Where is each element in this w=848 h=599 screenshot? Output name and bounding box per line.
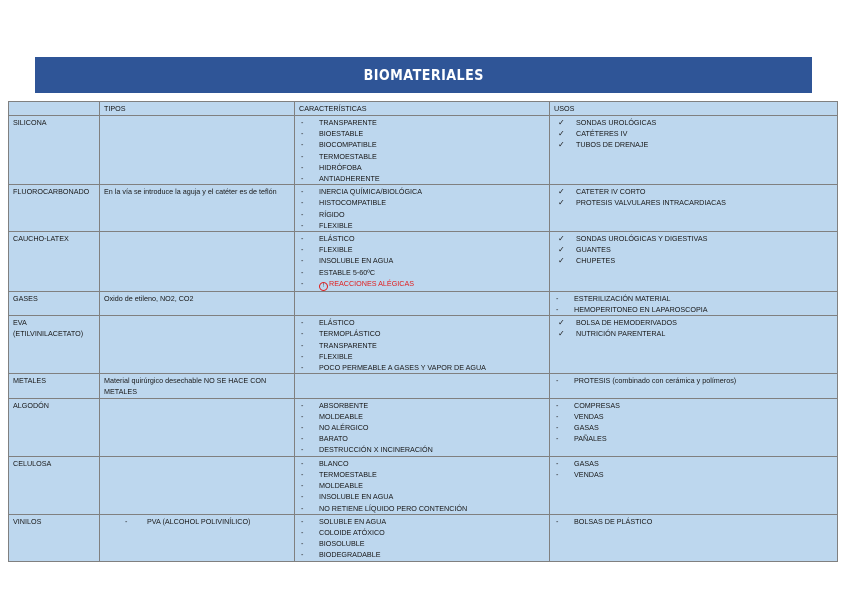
caracteristicas-cell (295, 116, 550, 185)
uso-item (554, 411, 834, 422)
dash-bullet: - (301, 220, 304, 230)
uso-item (554, 128, 834, 139)
check-icon: ✓ (558, 129, 565, 139)
material-name-cell (9, 116, 100, 185)
caracteristica-label: BIOCOMPATIBLE (319, 140, 377, 150)
dash-bullet: - (301, 492, 304, 502)
caracteristica-label: ABSORBENTE (319, 400, 369, 410)
caracteristica-label: NO ALÉRGICO (319, 423, 369, 433)
uso-item (554, 375, 834, 386)
dash-bullet: - (556, 516, 559, 526)
uso-label: SONDAS UROLÓGICAS Y DIGESTIVAS (576, 234, 708, 244)
header-material (9, 102, 100, 116)
caracteristica-item (299, 186, 546, 197)
dash-bullet: - (301, 151, 304, 161)
dash-bullet: - (301, 539, 304, 549)
caracteristica-label: TERMOPLÁSTICO (319, 329, 381, 339)
tipo-text: Oxido de etileno, NO2, CO2 (104, 293, 194, 303)
uso-label: BOLSAS DE PLÁSTICO (574, 516, 653, 526)
material-name: VINILOS (13, 516, 42, 526)
caracteristicas-cell (295, 291, 550, 315)
caracteristica-label: COLOIDE ATÓXICO (319, 527, 385, 537)
caracteristica-item (299, 244, 546, 255)
caracteristica-label: FLEXIBLE (319, 220, 353, 230)
uso-label: VENDAS (574, 469, 604, 479)
check-icon: ✓ (558, 118, 565, 127)
table-row (9, 291, 838, 315)
caracteristicas-cell (295, 456, 550, 514)
check-icon: ✓ (558, 329, 565, 339)
dash-bullet: - (301, 503, 304, 513)
material-name-cell (9, 514, 100, 561)
biomaterials-table (8, 101, 838, 562)
dash-bullet: - (556, 411, 559, 421)
dash-bullet: - (301, 445, 304, 455)
caracteristica-label: FLEXIBLE (319, 245, 353, 255)
header-row (9, 102, 838, 116)
tipos-cell (100, 456, 295, 514)
material-name: SILICONA (13, 118, 47, 127)
uso-label: PROTESIS VALVULARES INTRACARDIACAS (576, 198, 726, 208)
uso-item (554, 233, 834, 244)
caracteristicas-cell (295, 232, 550, 292)
table-row (9, 116, 838, 185)
uso-label: BOLSA DE HEMODERIVADOS (576, 318, 677, 328)
caracteristica-item (299, 351, 546, 362)
check-icon: ✓ (558, 187, 565, 197)
tipo-text: METALES (104, 387, 138, 397)
dash-bullet: - (301, 174, 304, 184)
caracteristica-item (299, 503, 546, 514)
uso-label: GASAS (574, 458, 599, 468)
uso-label: GASAS (574, 423, 599, 433)
page-title: BIOMATERIALES (363, 66, 484, 84)
caracteristica-label: TRANSPARENTE (319, 340, 377, 350)
dash-bullet: - (301, 129, 304, 139)
caracteristica-label: DESTRUCCIÓN X INCINERACIÓN (319, 445, 433, 455)
material-name: ALGODÓN (13, 400, 49, 410)
tipos-cell (100, 374, 295, 398)
uso-item (554, 186, 834, 197)
tipos-cell (100, 514, 295, 561)
caracteristica-label: HISTOCOMPATIBLE (319, 198, 387, 208)
caracteristica-label: BIOESTABLE (319, 129, 364, 139)
dash-bullet: - (301, 234, 304, 244)
check-icon: ✓ (558, 198, 565, 208)
usos-cell (550, 316, 838, 374)
caracteristica-label: ESTABLE 5-60ºC (319, 267, 376, 277)
caracteristica-label: ELÁSTICO (319, 318, 355, 328)
table-row (9, 374, 838, 398)
usos-cell (550, 374, 838, 398)
caracteristica-item (299, 469, 546, 480)
dash-bullet: - (301, 187, 304, 197)
caracteristica-label: ANTIADHERENTE (319, 174, 380, 184)
caracteristica-label: INSOLUBLE EN AGUA (319, 256, 394, 266)
caracteristica-label: BLANCO (319, 458, 349, 468)
caracteristicas-cell (295, 398, 550, 456)
dash-bullet: - (301, 458, 304, 468)
title-banner (35, 57, 812, 93)
dash-bullet: - (301, 198, 304, 208)
caracteristica-item (299, 433, 546, 444)
caracteristicas-cell (295, 316, 550, 374)
dash-bullet: - (301, 140, 304, 150)
material-name: (ETILVINILACETATO) (13, 329, 84, 339)
caracteristica-item (299, 162, 546, 173)
usos-cell (550, 232, 838, 292)
dash-bullet: - (301, 400, 304, 410)
caracteristica-label: RÍGIDO (319, 209, 345, 219)
caracteristica-item (299, 422, 546, 433)
caracteristica-label: TERMOESTABLE (319, 151, 377, 161)
dash-bullet: - (301, 209, 304, 219)
warning-circle-icon: ! (319, 282, 328, 291)
caracteristica-item (299, 197, 546, 208)
material-name-cell (9, 291, 100, 315)
material-name: CELULOSA (13, 458, 52, 468)
dash-bullet: - (556, 305, 559, 315)
uso-item (554, 400, 834, 411)
header-tipos: TIPOS (100, 102, 295, 116)
caracteristicas-cell (295, 514, 550, 561)
caracteristica-item (299, 340, 546, 351)
uso-item (554, 139, 834, 150)
uso-item (554, 244, 834, 255)
material-name-cell (9, 374, 100, 398)
table-row (9, 514, 838, 561)
caracteristica-item (299, 458, 546, 469)
caracteristica-label: TRANSPARENTE (319, 118, 377, 127)
caracteristica-item (299, 527, 546, 538)
uso-label: CHUPETES (576, 256, 616, 266)
material-name: METALES (13, 376, 47, 386)
material-name-cell (9, 316, 100, 374)
dash-bullet: - (301, 516, 304, 526)
caracteristica-item (299, 173, 546, 184)
uso-item (554, 516, 834, 527)
caracteristica-item (299, 480, 546, 491)
uso-label: SONDAS UROLÓGICAS (576, 118, 657, 127)
caracteristica-item (299, 491, 546, 502)
caracteristica-label: BIOSOLUBLE (319, 539, 365, 549)
uso-item (554, 328, 834, 339)
dash-bullet: - (301, 278, 304, 288)
tipo-label: PVA (ALCOHOL POLIVINÍLICO) (147, 516, 251, 526)
table-row (9, 316, 838, 374)
dash-bullet: - (125, 516, 128, 526)
tipo-text (125, 516, 291, 527)
dash-bullet: - (556, 423, 559, 433)
tipos-cell (100, 185, 295, 232)
uso-item (554, 304, 834, 315)
caracteristica-item (299, 516, 546, 527)
uso-item (554, 197, 834, 208)
dash-bullet: - (556, 458, 559, 468)
caracteristica-label: BIODEGRADABLE (319, 550, 381, 560)
caracteristica-item (299, 255, 546, 266)
table-row (9, 456, 838, 514)
uso-item (554, 255, 834, 266)
caracteristica-item (299, 139, 546, 150)
dash-bullet: - (301, 267, 304, 277)
caracteristica-label: TERMOESTABLE (319, 469, 377, 479)
dash-bullet: - (301, 245, 304, 255)
uso-label: HEMOPERITONEO EN LAPAROSCOPIA (574, 305, 708, 315)
uso-item (554, 458, 834, 469)
caracteristica-label: REACCIONES ALÉGICAS (329, 278, 415, 288)
dash-bullet: - (556, 293, 559, 303)
caracteristica-item (299, 151, 546, 162)
check-icon: ✓ (558, 140, 565, 150)
uso-item (554, 317, 834, 328)
caracteristicas-cell (295, 185, 550, 232)
caracteristica-item (299, 328, 546, 339)
caracteristica-label: MOLDEABLE (319, 481, 363, 491)
dash-bullet: - (301, 318, 304, 328)
uso-label: PAÑALES (574, 434, 607, 444)
usos-cell (550, 514, 838, 561)
caracteristica-label: SOLUBLE EN AGUA (319, 516, 387, 526)
dash-bullet: - (301, 363, 304, 373)
caracteristica-item (299, 444, 546, 455)
caracteristica-label: HIDRÓFOBA (319, 162, 362, 172)
tipos-cell (100, 232, 295, 292)
uso-item (554, 117, 834, 128)
dash-bullet: - (301, 481, 304, 491)
caracteristica-item (299, 278, 546, 291)
caracteristica-item (299, 317, 546, 328)
uso-label: TUBOS DE DRENAJE (576, 140, 649, 150)
material-name-cell (9, 185, 100, 232)
tipos-cell (100, 291, 295, 315)
check-icon: ✓ (558, 245, 565, 255)
dash-bullet: - (301, 340, 304, 350)
uso-item (554, 469, 834, 480)
usos-cell (550, 398, 838, 456)
uso-label: NUTRICIÓN PARENTERAL (576, 329, 666, 339)
dash-bullet: - (556, 469, 559, 479)
caracteristica-item (299, 209, 546, 220)
uso-label: COMPRESAS (574, 400, 620, 410)
dash-bullet: - (556, 376, 559, 386)
caracteristica-item (299, 117, 546, 128)
material-name-cell (9, 398, 100, 456)
tipos-cell (100, 398, 295, 456)
table-row (9, 185, 838, 232)
uso-item (554, 422, 834, 433)
uso-item (554, 293, 834, 304)
uso-label: CATÉTERES IV (576, 129, 628, 139)
caracteristica-label: FLEXIBLE (319, 351, 353, 361)
uso-item (554, 433, 834, 444)
dash-bullet: - (301, 351, 304, 361)
dash-bullet: - (301, 469, 304, 479)
caracteristica-item (299, 128, 546, 139)
usos-cell (550, 291, 838, 315)
dash-bullet: - (301, 162, 304, 172)
check-icon: ✓ (558, 234, 565, 244)
uso-label: PROTESIS (combinado con cerámica y polímeros) (574, 376, 737, 386)
caracteristica-label: BARATO (319, 434, 348, 444)
caracteristica-item (299, 220, 546, 231)
caracteristica-label: INSOLUBLE EN AGUA (319, 492, 394, 502)
table-row (9, 232, 838, 292)
dash-bullet: - (301, 550, 304, 560)
caracteristica-item (299, 267, 546, 278)
dash-bullet: - (301, 329, 304, 339)
check-icon: ✓ (558, 318, 565, 328)
caracteristica-item (299, 538, 546, 549)
dash-bullet: - (301, 527, 304, 537)
dash-bullet: - (301, 411, 304, 421)
usos-cell (550, 116, 838, 185)
dash-bullet: - (301, 423, 304, 433)
usos-cell (550, 185, 838, 232)
material-name: FLUOROCARBONADO (13, 187, 90, 197)
dash-bullet: - (301, 434, 304, 444)
uso-label: CATETER IV CORTO (576, 187, 646, 197)
caracteristica-label: NO RETIENE LÍQUIDO PERO CONTENCIÓN (319, 503, 468, 513)
tipos-cell (100, 116, 295, 185)
header-usos: USOS (550, 102, 838, 116)
uso-label: GUANTES (576, 245, 611, 255)
material-name: GASES (13, 293, 38, 303)
check-icon: ✓ (558, 256, 565, 266)
caracteristica-item (299, 400, 546, 411)
uso-label: VENDAS (574, 411, 604, 421)
caracteristicas-cell (295, 374, 550, 398)
dash-bullet: - (301, 256, 304, 266)
dash-bullet: - (301, 118, 304, 127)
header-caracteristicas: CARACTERÍSTICAS (295, 102, 550, 116)
material-name-cell (9, 232, 100, 292)
material-name: EVA (13, 318, 27, 328)
caracteristica-item (299, 411, 546, 422)
caracteristica-label: MOLDEABLE (319, 411, 363, 421)
caracteristica-item (299, 549, 546, 560)
material-name: CAUCHO-LATEX (13, 234, 69, 244)
caracteristica-label: POCO PERMEABLE A GASES Y VAPOR DE AGUA (319, 363, 486, 373)
dash-bullet: - (556, 434, 559, 444)
material-name-cell (9, 456, 100, 514)
tipo-text: En la vía se introduce la aguja y el catéter es de teflón (104, 187, 277, 197)
usos-cell (550, 456, 838, 514)
tipos-cell (100, 316, 295, 374)
caracteristica-label: INERCIA QUÍMICA/BIOLÓGICA (319, 187, 423, 197)
caracteristica-item (299, 362, 546, 373)
caracteristica-label: ELÁSTICO (319, 234, 355, 244)
uso-label: ESTERILIZACIÓN MATERIAL (574, 293, 671, 303)
dash-bullet: - (556, 400, 559, 410)
caracteristica-item (299, 233, 546, 244)
tipo-text: Material quirúrgico desechable NO SE HACE CON (104, 376, 267, 386)
table-row (9, 398, 838, 456)
